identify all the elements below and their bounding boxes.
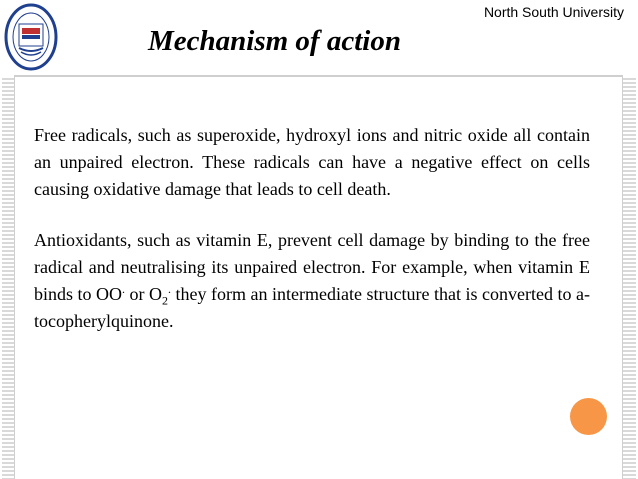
paragraph-free-radicals: Free radicals, such as superoxide, hydroxyl ions and nitric oxide all contain an unpaired electron. These radicals can have a negative effect on cells causing oxidative damage that leads to cell death. bbox=[34, 125, 590, 199]
slide-title: Mechanism of action bbox=[148, 25, 401, 57]
radical-dot: . bbox=[122, 282, 126, 296]
right-stripe-decoration bbox=[623, 78, 636, 479]
frame-left-line bbox=[14, 75, 15, 479]
paragraph-text: they form an intermediate structure that is converted to a-tocopherylquinone. bbox=[34, 284, 590, 331]
paragraph-antioxidants bbox=[34, 227, 590, 335]
left-stripe-decoration bbox=[2, 78, 14, 479]
orange-circle-decoration bbox=[570, 398, 607, 435]
subscript-two: 2 bbox=[162, 293, 169, 308]
university-seal-icon bbox=[4, 2, 58, 72]
paragraph-text: Antioxidants, such as vitamin E, prevent cell damage by binding to the free radical and neutralising its unpaired electron. For example, when vitamin E binds to OO bbox=[34, 230, 590, 304]
frame-right-line bbox=[622, 75, 623, 479]
paragraph-text: or O bbox=[125, 284, 163, 304]
header-divider bbox=[14, 75, 623, 77]
radical-dot: . bbox=[168, 282, 172, 296]
university-name: North South University bbox=[483, 4, 624, 20]
slide-body bbox=[34, 122, 590, 335]
